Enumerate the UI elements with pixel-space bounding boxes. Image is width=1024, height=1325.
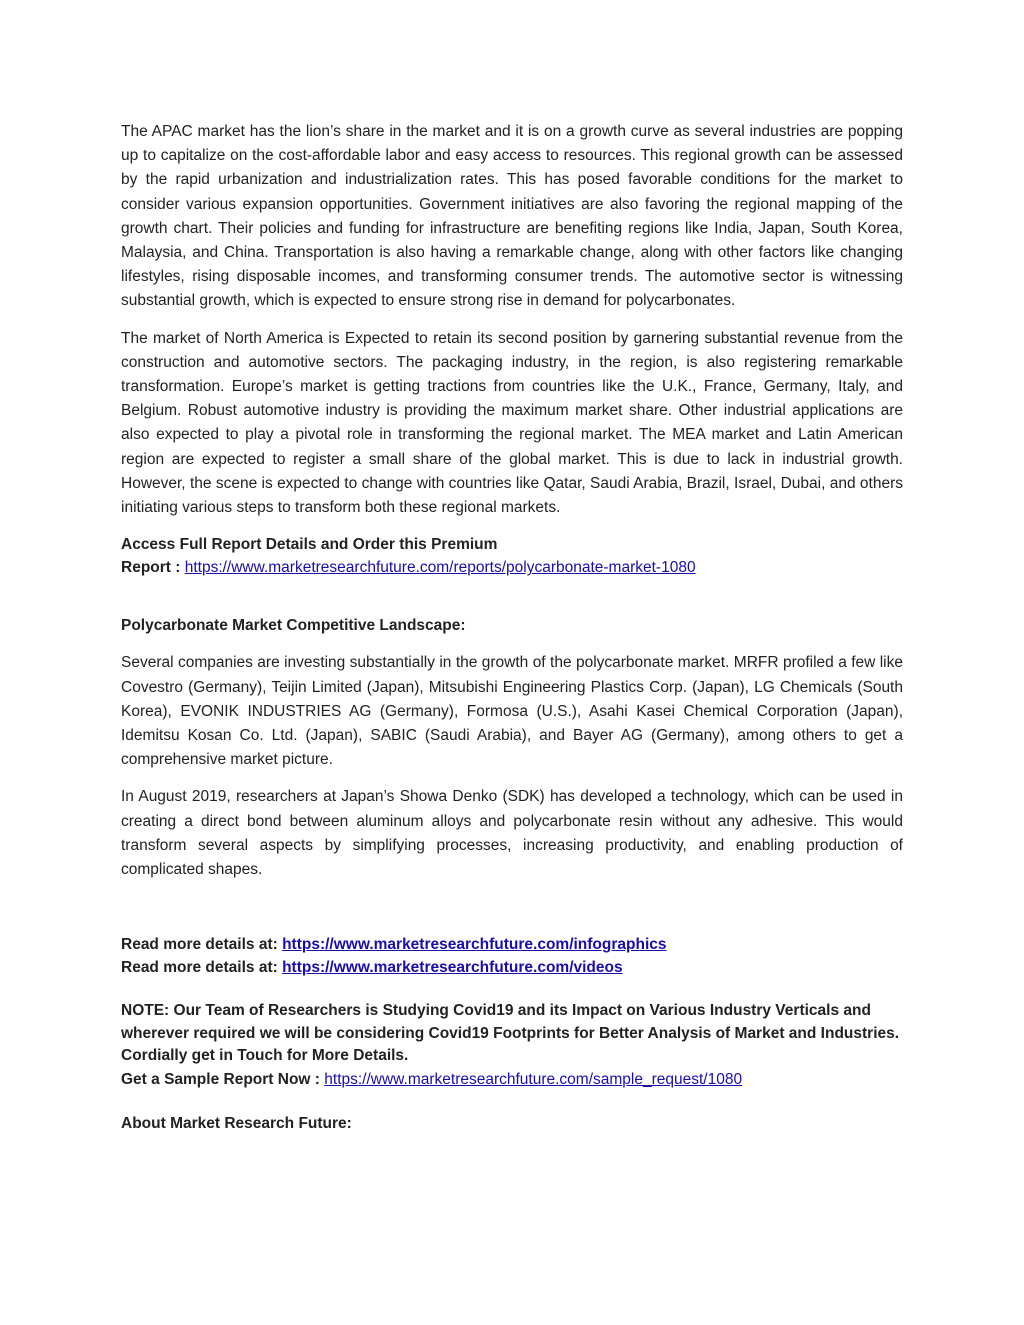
report-link-line <box>121 556 903 579</box>
read-more-label: Read more details at: <box>121 936 283 954</box>
sample-report-label: Get a Sample Report Now : <box>121 1070 325 1088</box>
paragraph-north-america: The market of North America is Expected to retain its second position by garnering substantial revenue from the construction and automotive sectors. The packaging industry, in the region, is also registering remarkable transformation. Europe’s market is getting tractions from countries like the U.K., France, Germany, Italy, and Belgium. Robust automotive industry is providing the maximum market share. Other industrial applications are also expected to play a pivotal role in transforming the regional market. The MEA market and Latin American region are expected to register a small share of the global market. This is due to lack in industrial growth. However, the scene is expected to change with countries like Qatar, Saudi Arabia, Brazil, Israel, Dubai, and others initiating various steps to transform both these regional markets. <box>121 329 903 517</box>
read-more-line-videos <box>121 956 903 979</box>
report-link[interactable]: https://www.marketresearchfuture.com/reports/polycarbonate-market-1080 <box>184 559 696 577</box>
report-label: Report : <box>121 559 185 577</box>
infographics-link[interactable]: https://www.marketresearchfuture.com/infographics <box>282 936 667 954</box>
access-report-line: Access Full Report Details and Order this Premium <box>121 536 498 554</box>
covid-note: NOTE: Our Team of Researchers is Studying Covid19 and its Impact on Various Industry Verticals and wherever required we will be considering Covid19 Footprints for Better Analysis of Market and Industries. Cordially get in Touch for More Details. <box>121 1002 900 1065</box>
paragraph-apac: The APAC market has the lion’s share in the market and it is on a growth curve as several industries are popping up to capitalize on the cost-affordable labor and easy access to resources. This regional growth can be assessed by the rapid urbanization and industrialization rates. This has posed favorable conditions for the market to consider various expansion opportunities. Government initiatives are also favoring the regional mapping of the growth chart. Their policies and funding for infrastructure are benefiting regions like India, Japan, South Korea, Malaysia, and China. Transportation is also having a remarkable change, along with other factors like changing lifestyles, rising disposable incomes, and transforming consumer trends. The automotive sector is witnessing substantial growth, which is expected to ensure strong rise in demand for polycarbonates. <box>121 123 903 310</box>
spacer <box>121 979 903 1000</box>
spacer <box>121 895 903 933</box>
spacer <box>121 1091 903 1112</box>
read-more-label: Read more details at: <box>121 959 283 977</box>
sample-report-line <box>121 1068 903 1091</box>
competitive-heading: Polycarbonate Market Competitive Landscape: <box>121 617 466 635</box>
access-report-block <box>121 533 903 579</box>
videos-link[interactable]: https://www.marketresearchfuture.com/videos <box>282 959 623 977</box>
paragraph-showa-denko: In August 2019, researchers at Japan’s Showa Denko (SDK) has developed a technology, which can be used in creating a direct bond between aluminum alloys and polycarbonate resin without any adhesive. This would transform several aspects by simplifying processes, increasing productivity, and enabling production of complicated shapes. <box>121 788 903 879</box>
paragraph-companies: Several companies are investing substantially in the growth of the polycarbonate market. MRFR profiled a few like Covestro (Germany), Teijin Limited (Japan), Mitsubishi Engineering Plastics Corp. (Japan), LG Chemicals (South Korea), EVONIK INDUSTRIES AG (Germany), Formosa (U.S.), Asahi Kasei Chemical Corporation (Japan), Idemitsu Kosan Co. Ltd. (Japan), SABIC (Saudi Arabia), and Bayer AG (Germany), among others to get a comprehensive market picture. <box>121 654 903 769</box>
sample-report-link[interactable]: https://www.marketresearchfuture.com/sample_request/1080 <box>324 1070 743 1088</box>
about-heading: About Market Research Future: <box>121 1114 352 1132</box>
read-more-line-infographics <box>121 933 903 956</box>
spacer <box>121 579 903 603</box>
document-page <box>121 120 903 1135</box>
